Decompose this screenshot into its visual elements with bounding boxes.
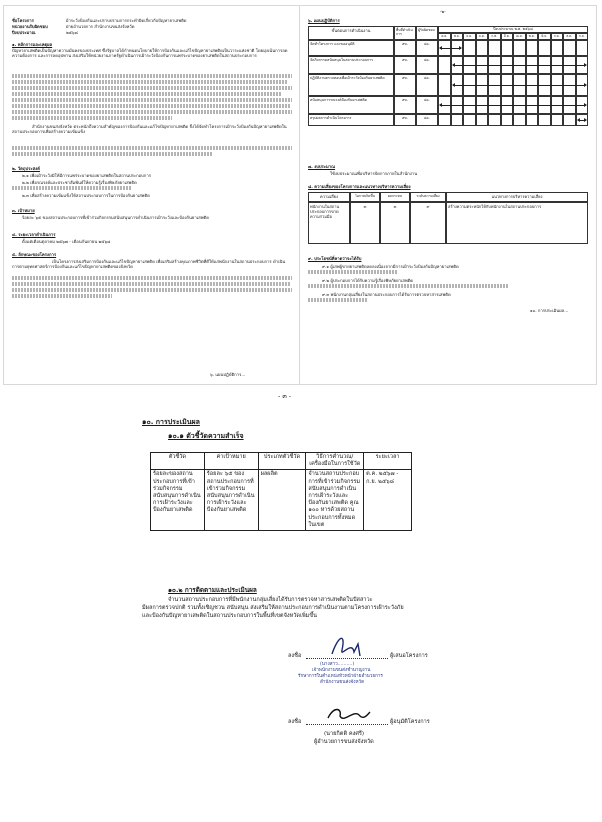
kpi-cell-period: ต.ค. ๒๕๖๗ - ก.ย. ๒๕๖๘: [364, 470, 412, 531]
document-page-right: [300, 6, 596, 384]
kpi-cell-target: ร้อยละ ๖๕ ของสถานประกอบการที่เข้าร่วมกิจกรรมสนับสนุนการดำเนินการเฝ้าระวังและป้องกันยาเสพติด: [204, 470, 258, 531]
project-name: ผ้าระวังป้องกันและปราบปรามการกระทำผิดเกี่ยวกับปัญหายาเสพติด: [66, 18, 187, 23]
sign1-role: ผู้เสนอโครงการ: [390, 653, 428, 659]
plan-row-owner: ฝอ.: [416, 40, 438, 56]
kpi-cell-method: จำนวนสถานประกอบการที่เข้าร่วมกิจกรรมสนับสนุนการดำเนินการเฝ้าระวังและป้องกันยาเสพติด คูณ ๑๐๐ หารด้วยสถานประกอบการทั้งหมดในเขต: [306, 470, 364, 531]
risk-cell-plan: สร้างความตระหนักให้กับพนักงานในสถานประกอบการ: [446, 202, 588, 244]
left-page-footer: ๖. แผนปฏิบัติการ...: [210, 372, 246, 377]
monitoring-line-3: และป้องกันปัญหายาเสพติดในสถานประกอบการในพื้นที่เขตจังหวัดเพิ่มขึ้น: [142, 613, 317, 619]
section-4-text: ตั้งแต่เดือนตุลาคม ๒๕๖๗ - เดือนกันยายน ๒๕๖๘: [22, 239, 111, 244]
kpi-header-target: ค่าเป้าหมาย: [204, 453, 258, 470]
plan-month-header: พ.ค.: [526, 33, 539, 40]
section-3-title: ๓. เป้าหมาย: [12, 208, 35, 213]
risk-cell-risk: พนักงานในสถานประกอบการขาดความร่วมมือ: [308, 202, 350, 244]
agency-value: ฝ่ายอำนวยการ สำนักงานขนส่งจังหวัด: [66, 24, 135, 29]
section-10-title: ๑๐. การประเมินผล: [142, 418, 200, 426]
sign1-prefix: ลงชื่อ: [288, 653, 302, 659]
fiscal-value: ๒๕๖๘: [66, 30, 78, 35]
risk-header-level: ระดับความเสี่ยง: [410, 192, 446, 202]
section-6-title: ๖. แผนปฏิบัติการ: [308, 18, 340, 23]
document-page-bottom: [128, 390, 468, 818]
signature-1-mark: [324, 630, 372, 662]
plan-month-header: ม.ค.: [476, 33, 489, 40]
section-2-title: ๒. วัตถุประสงค์: [12, 166, 40, 171]
bottom-page-mark: - ๓ -: [278, 392, 292, 400]
section-7-text: ใช้งบประมาณเพื่อบริหารจัดการภายในสำนักงาน: [330, 171, 418, 176]
plan-timeline-arrow: [578, 120, 587, 121]
risk-header-impact: ผลกระทบ: [380, 192, 410, 202]
objective-3: ๒.๓ เพื่อสร้างความเข้มแข็งให้สถานประกอบการในการป้องกันยาเสพติด: [22, 193, 150, 198]
plan-timeline-arrow: [440, 48, 461, 49]
stamp-line-1: (นางสาว..........): [320, 662, 355, 667]
plan-month-header: เม.ย.: [513, 33, 526, 40]
objective-2: ๒.๒ เพื่อรณรงค์และประชาสัมพันธ์ให้ความรู้เรื่องพิษภัยยาเสพติด: [22, 180, 137, 185]
plan-header-year: ปีงบประมาณ พ.ศ. ๒๕๖๘: [438, 26, 588, 33]
plan-row-area: สข.: [394, 40, 416, 56]
plan-month-header: ก.ย.: [576, 33, 589, 40]
kpi-header-type: ประเภทตัวชี้วัด: [258, 453, 306, 470]
plan-timeline-arrow: [453, 65, 587, 66]
objective-1: ๒.๑ เพื่อเฝ้าระวังมิให้มีการแพร่ระบาดของยาเสพติดในสถานประกอบการ: [22, 173, 151, 178]
plan-header-owner: ผู้รับผิดชอบ: [416, 26, 438, 40]
sign2-role: ผู้อนุมัติโครงการ: [390, 719, 430, 725]
section-10-2-title: ๑๐.๒ การติดตามและประเมินผล: [168, 586, 257, 594]
section-5-text: เป็นโครงการส่งเสริมการป้องกันและแก้ไขปัญหายาเสพติด เพื่อเสริมสร้างคุณภาพชีวิตที่ดีให้แก่พนักงานในสถานประกอบการ ดำเนินการตามยุทธศาสตร์การป้องกันและแก้ไขปัญหายาเสพติดของจังหวัด: [12, 259, 286, 270]
plan-row-owner: ฝอ.: [416, 56, 438, 74]
kpi-table: [150, 452, 412, 531]
benefit-1: ๙.๑ ผู้เสพผู้ขายยาเสพติดลดลงเนื่องจากมีการเฝ้าระวังป้องกันปัญหายาเสพติด: [322, 264, 459, 269]
signature-2-mark: [324, 704, 372, 726]
risk-cell-chance: ๓: [350, 202, 380, 244]
section-4-title: ๔. ระยะเวลาดำเนินการ: [12, 232, 56, 237]
approval-stamp: [294, 662, 404, 698]
stamp-line-4: สำนักงานขนส่งจังหวัด: [320, 680, 365, 685]
sign2-prefix: ลงชื่อ: [288, 719, 302, 725]
benefit-3: ๙.๓ พนักงานกลุ่มเสี่ยงในสถานประกอบการได้รับการตรวจหาสารเสพติด: [322, 292, 451, 297]
section-8-title: ๘. ความเสี่ยงของโครงการและแนวทางบริหารความเสี่ยง: [308, 184, 411, 189]
kpi-header-period: ระยะเวลา: [364, 453, 412, 470]
plan-row-area: สข.: [394, 96, 416, 114]
sign2-title: ผู้อำนวยการขนส่งจังหวัด: [314, 739, 374, 745]
plan-row-step: จัดกิจกรรมสนับสนุนในสถานประกอบการ: [308, 56, 394, 74]
plan-month-header: ต.ค.: [438, 33, 451, 40]
section-10-1-title: ๑๐.๑ ตัวชี้วัดความสำเร็จ: [168, 432, 244, 440]
section-7-title: ๗. งบประมาณ: [308, 164, 336, 169]
risk-cell-level: ๙: [410, 202, 446, 244]
plan-month-header: ส.ค.: [563, 33, 576, 40]
benefit-2: ๙.๒ ผู้ประกอบการได้รับความรู้เรื่องพิษภัยยาเสพติด: [322, 278, 414, 283]
kpi-cell-type: ผลผลิต: [258, 470, 306, 531]
plan-month-header: มี.ค.: [501, 33, 514, 40]
plan-month-header: มิ.ย.: [538, 33, 551, 40]
plan-month-header: ก.พ.: [488, 33, 501, 40]
agency-label: หน่วยงานรับผิดชอบ: [12, 24, 48, 29]
risk-header-chance: โอกาสเกิดขึ้น: [350, 192, 380, 202]
sign2-name: (นายกิตติ คงศรี): [324, 731, 365, 737]
section-3-text: ร้อยละ ๖๕ ของสถานประกอบการที่เข้าร่วมกิจกรรมสนับสนุนการดำเนินการเฝ้าระวังและป้องกันยาเสพติด: [22, 215, 209, 220]
plan-row-area: สข.: [394, 56, 416, 74]
right-page-footer: ๑๐. การประเมินผล...: [530, 308, 569, 313]
stamp-line-2: เจ้าพนักงานขนส่งชำนาญงาน: [312, 668, 371, 673]
risk-header-plan: แนวทางการบริหารความเสี่ยง: [446, 192, 588, 202]
document-page-left: [4, 6, 300, 384]
plan-month-header: ก.ค.: [551, 33, 564, 40]
kpi-header-method: วิธีการคำนวณ/ เครื่องมือในการใช้วัด: [306, 453, 364, 470]
plan-row-step: สรุปผลการดำเนินโครงการ: [308, 114, 394, 126]
plan-row-step: ปฏิบัติงานตรวจสอบเพื่อเฝ้าระวังป้องกันยาเสพติด: [308, 74, 394, 96]
plan-header-step: ขั้นตอนการดำเนินงาน: [308, 26, 394, 40]
plan-month-header: พ.ย.: [451, 33, 464, 40]
plan-timeline-arrow: [440, 105, 586, 106]
section-5-title: ๕. ลักษณะของโครงการ: [12, 252, 57, 257]
kpi-row: [151, 470, 412, 531]
plan-month-header: ธ.ค.: [463, 33, 476, 40]
right-page-mark: -๒-: [440, 9, 446, 14]
plan-header-area: พื้นที่ดำเนินการ: [394, 26, 416, 40]
plan-row-owner: ฝอ.: [416, 114, 438, 126]
plan-row-owner: ฝอ.: [416, 96, 438, 114]
plan-row-step: สนับสนุนการรณรงค์ป้องกันยาเสพติด: [308, 96, 394, 114]
section-1-para-2: สำนักงานขนส่งจังหวัด ตระหนักถึงความสำคัญของการป้องกันและแก้ไขปัญหายาเสพติด จึงได้จัดทำโครงการเฝ้าระวังป้องกันปัญหายาเสพติดในสถานประกอบการเพื่อสร้างความเข้มแข็ง: [12, 124, 287, 135]
fiscal-label: ปีงบประมาณ: [12, 30, 36, 35]
kpi-cell-indicator: ร้อยละของสถานประกอบการที่เข้าร่วมกิจกรรมสนับสนุนการดำเนินการเฝ้าระวังและป้องกันยาเสพติด: [151, 470, 205, 531]
risk-cell-impact: ๓: [380, 202, 410, 244]
plan-row-step: จัดทำโครงการ และขออนุมัติ: [308, 40, 394, 56]
kpi-header-indicator: ตัวชี้วัด: [151, 453, 205, 470]
risk-header-risk: ความเสี่ยง: [308, 192, 350, 202]
plan-row-owner: ฝอ.: [416, 74, 438, 96]
plan-row-area: สข.: [394, 74, 416, 96]
plan-timeline-arrow: [453, 85, 587, 86]
section-1-title: ๑. หลักการและเหตุผล: [12, 42, 53, 47]
project-label: ชื่อโครงการ: [12, 18, 34, 23]
section-1-para-1: ปัญหายาเสพติดเป็นปัญหาความมั่นคงของประเทศ ซึ่งรัฐบาลได้กำหนดนโยบายให้การป้องกันและแก้ไขปัญหายาเสพติดเป็นวาระแห่งชาติ โดยมุ่งเน้นการลดความต้องการ และการลดอุปทาน ส่งเสริมให้หน่วยงานภาครัฐดำเนินการเฝ้าระวังป้องกันการแพร่ระบาดของยาเสพติดในสถานประกอบการ: [12, 48, 288, 59]
section-9-title: ๙. ประโยชน์ที่คาดว่าจะได้รับ: [308, 256, 362, 261]
stamp-line-3: รักษาการในตำแหน่งหัวหน้าฝ่ายอำนวยการ: [298, 674, 383, 679]
monitoring-line-2: มีผลการตรวจปกติ รวมทั้งเชิญชวน สนับสนุน ส่งเสริมให้สถานประกอบการดำเนินงานตามโครงการเฝ้าระวังภัย: [142, 605, 404, 611]
plan-row-area: สข.: [394, 114, 416, 126]
monitoring-line-1: จำนวนสถานประกอบการที่มีพนักงานกลุ่มเสี่ยงได้รับการตรวจหาสารเสพติดในปัสสาวะ: [168, 597, 373, 603]
